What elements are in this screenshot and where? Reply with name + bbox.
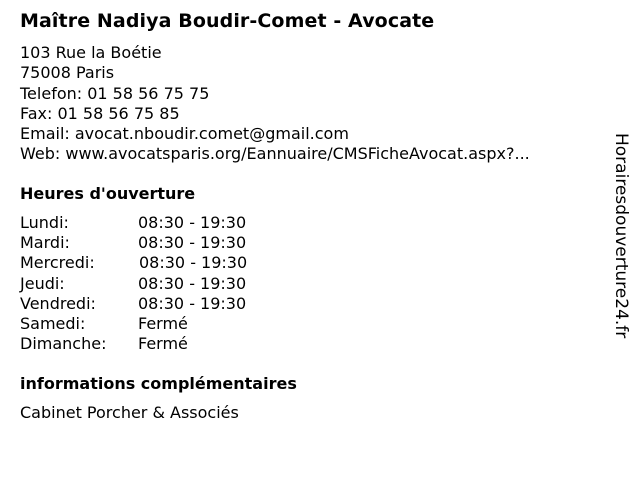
time-value: Fermé bbox=[138, 334, 188, 354]
fax-number: Fax: 01 58 56 75 85 bbox=[20, 103, 180, 123]
hours-row-thursday bbox=[20, 274, 320, 294]
opening-hours-heading: Heures d'ouverture bbox=[20, 184, 196, 203]
time-value: 08:30 - 19:30 bbox=[138, 213, 247, 232]
city-address: 75008 Paris bbox=[20, 63, 115, 83]
day-label: Vendredi: bbox=[20, 293, 96, 313]
hours-row-sunday bbox=[20, 334, 320, 354]
additional-info-text: Cabinet Porcher & Associés bbox=[20, 403, 239, 422]
street-address: 103 Rue la Boétie bbox=[20, 43, 162, 62]
hours-row-monday bbox=[20, 213, 320, 233]
day-label: Mercredi: bbox=[20, 253, 95, 273]
time-value: 08:30 - 19:30 bbox=[138, 233, 247, 253]
time-value: Fermé bbox=[138, 313, 188, 333]
site-watermark: Horairesdouverture24.fr bbox=[611, 133, 631, 339]
hours-row-saturday bbox=[20, 314, 320, 334]
day-label: Mardi: bbox=[20, 233, 70, 253]
page-title: Maître Nadiya Boudir-Comet - Avocate bbox=[20, 10, 435, 32]
opening-hours-table bbox=[20, 213, 320, 354]
additional-info-heading: informations complémentaires bbox=[20, 374, 297, 393]
contact-block bbox=[20, 43, 530, 165]
time-value: 08:30 - 19:30 bbox=[138, 293, 247, 313]
day-label: Samedi: bbox=[20, 313, 86, 333]
day-label: Lundi: bbox=[20, 213, 69, 232]
phone-number: Telefon: 01 58 56 75 75 bbox=[20, 83, 210, 103]
hours-row-wednesday bbox=[20, 253, 320, 273]
day-label: Jeudi: bbox=[20, 273, 65, 293]
time-value: 08:30 - 19:30 bbox=[139, 253, 248, 273]
website-url: Web: www.avocatsparis.org/Eannuaire/CMSFicheAvocat.aspx?... bbox=[20, 144, 530, 164]
email-address: Email: avocat.nboudir.comet@gmail.com bbox=[20, 124, 349, 144]
time-value: 08:30 - 19:30 bbox=[138, 273, 247, 293]
hours-row-tuesday bbox=[20, 233, 320, 253]
hours-row-friday bbox=[20, 294, 320, 314]
day-label: Dimanche: bbox=[20, 334, 107, 354]
